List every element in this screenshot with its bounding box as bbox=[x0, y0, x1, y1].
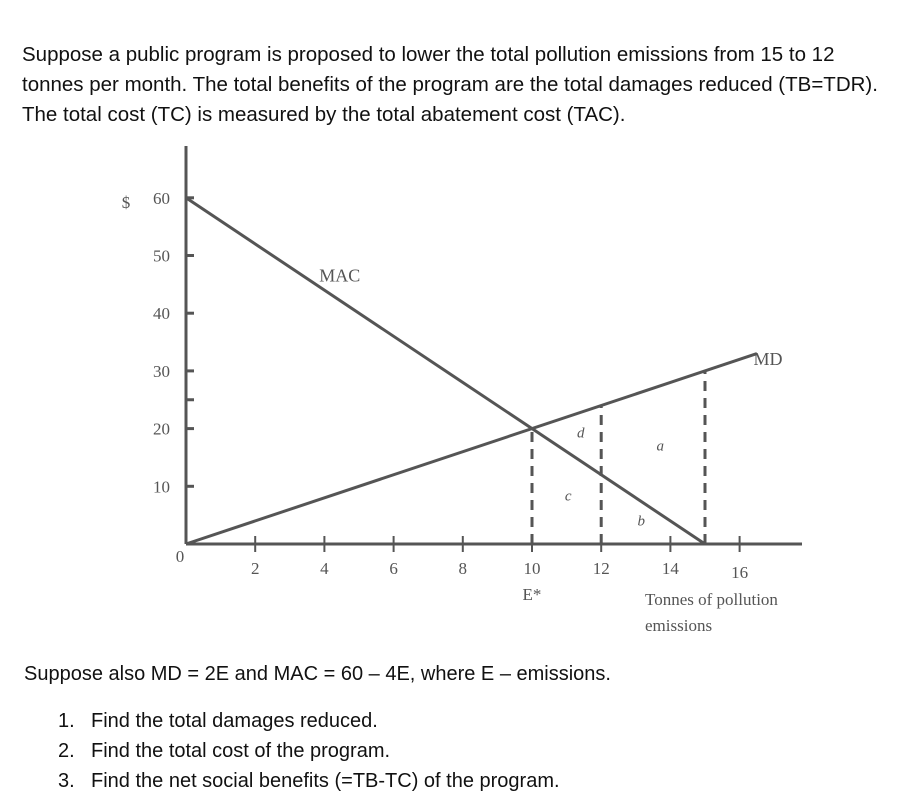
x-tick-label: 6 bbox=[389, 559, 398, 578]
x-tick-label: 12 bbox=[592, 559, 610, 578]
question-item bbox=[58, 736, 560, 766]
question-text: Find the net social benefits (=TB-TC) of the program. bbox=[91, 770, 560, 792]
x-tick-label: 8 bbox=[458, 559, 468, 578]
region-label-a: a bbox=[656, 438, 665, 455]
equilibrium-label: E* bbox=[522, 585, 542, 604]
y-unit-label: $ bbox=[121, 193, 131, 212]
mac-label: MAC bbox=[319, 265, 361, 286]
mac-md-chart bbox=[0, 140, 922, 640]
dashed-verticals bbox=[532, 371, 705, 544]
question-item bbox=[58, 706, 560, 736]
y-tick-label: 60 bbox=[153, 188, 170, 208]
region-label-b: b bbox=[637, 513, 646, 530]
question-text: Find the total damages reduced. bbox=[91, 710, 378, 732]
y-tick-label: 20 bbox=[153, 419, 170, 439]
y-tick-label: 0 bbox=[175, 547, 185, 566]
y-tick-label: 30 bbox=[153, 361, 170, 381]
x-tick-label: 2 bbox=[250, 559, 260, 578]
intro-line-2: tonnes per month. The total benefits of the program are the total damages reduced (TB=TDR). bbox=[22, 73, 878, 96]
region-label-c: c bbox=[564, 488, 572, 505]
x-tick-label: 14 bbox=[661, 559, 679, 578]
x-tick-label: 10 bbox=[523, 559, 541, 578]
x-axis-label-line-1: Tonnes of pollution bbox=[645, 590, 778, 609]
x-tick-label: 4 bbox=[320, 559, 329, 578]
question-text: Find the total cost of the program. bbox=[91, 740, 391, 762]
problem-intro bbox=[22, 40, 902, 130]
intro-line-3: The total cost (TC) is measured by the total abatement cost (TAC). bbox=[22, 103, 626, 126]
series-lines bbox=[186, 198, 757, 544]
question-number: 3. bbox=[58, 770, 75, 792]
y-tick-label: 50 bbox=[153, 246, 170, 266]
chart-labels bbox=[319, 265, 782, 604]
md-line bbox=[186, 354, 757, 544]
intro-line-1: Suppose a public program is proposed to lower the total pollution emissions from 15 to 12 bbox=[22, 43, 835, 66]
x-tick-label: 16 bbox=[731, 563, 749, 582]
question-number: 1. bbox=[58, 710, 75, 732]
y-tick-label: 10 bbox=[153, 477, 170, 497]
followup-statement: Suppose also MD = 2E and MAC = 60 – 4E, where E – emissions. bbox=[24, 663, 611, 685]
question-number: 2. bbox=[58, 740, 75, 762]
question-item bbox=[58, 766, 560, 796]
x-axis-label-line-2: emissions bbox=[645, 616, 713, 635]
md-label: MD bbox=[753, 349, 783, 370]
y-tick-label: 40 bbox=[153, 304, 170, 324]
question-list bbox=[58, 706, 560, 796]
region-label-d: d bbox=[576, 425, 585, 442]
mac-line bbox=[186, 198, 705, 544]
